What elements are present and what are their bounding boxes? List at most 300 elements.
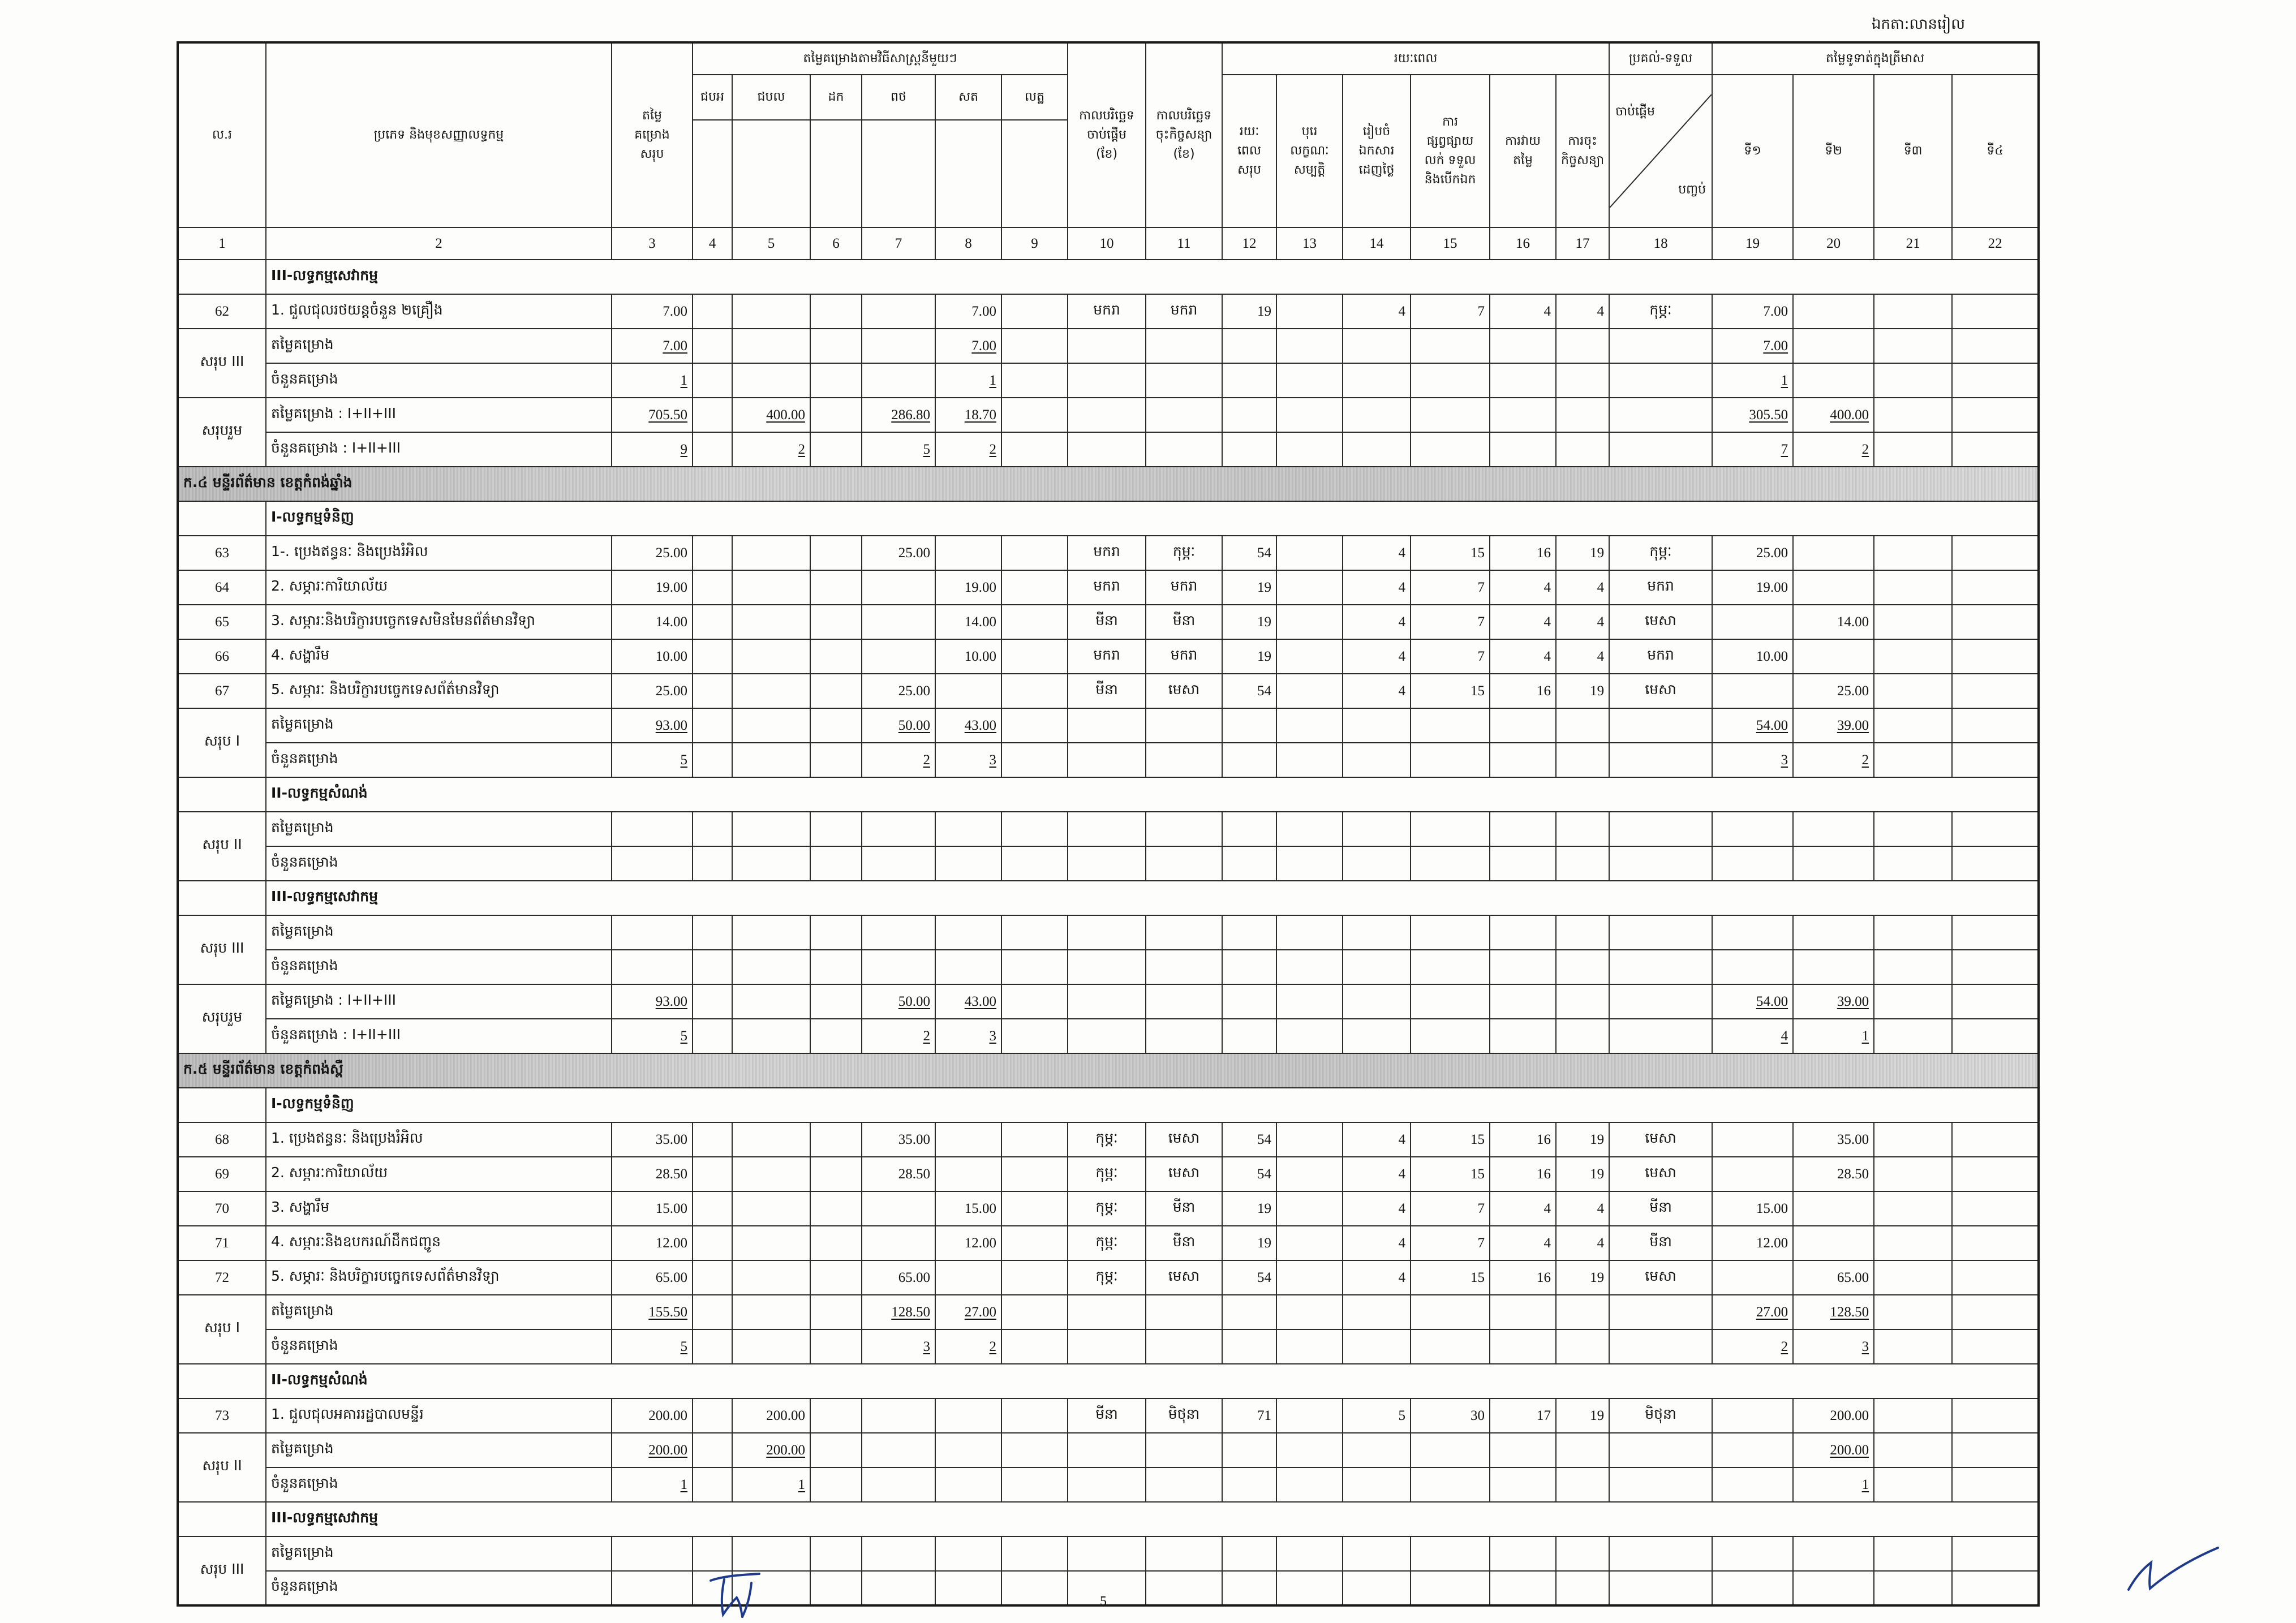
payment-q3-cell xyxy=(1874,536,1952,570)
duration-evaluation-cell xyxy=(1490,708,1556,743)
payment-q2-cell xyxy=(1793,1536,1874,1571)
method-dk-cell xyxy=(810,950,862,984)
payment-q1-cell xyxy=(1712,846,1793,881)
start-month-cell xyxy=(1068,915,1146,950)
row-number-cell xyxy=(178,260,266,294)
start-month-cell xyxy=(1068,812,1146,846)
duration-evaluation-cell xyxy=(1490,329,1556,363)
method-pth-cell xyxy=(862,363,935,398)
delivery-month-cell xyxy=(1609,432,1712,467)
method-st-cell xyxy=(935,536,1001,570)
method-ltth-cell xyxy=(1001,398,1068,432)
method-jba-cell xyxy=(693,1019,732,1053)
method-ltth-cell xyxy=(1001,812,1068,846)
duration-total-cell: 71 xyxy=(1222,1398,1276,1433)
method-ltth-cell xyxy=(1001,1157,1068,1191)
payment-q3-cell xyxy=(1874,812,1952,846)
method-jba-cell xyxy=(693,846,732,881)
method-dk-cell xyxy=(810,432,862,467)
column-number-14: 14 xyxy=(1343,227,1411,260)
duration-advertise-open-cell: 30 xyxy=(1411,1398,1490,1433)
method-jba-cell xyxy=(693,605,732,639)
header-payment-q1: ទី១ xyxy=(1712,75,1793,227)
duration-total-cell xyxy=(1222,1295,1276,1329)
method-st-cell xyxy=(935,1467,1001,1502)
procurement-type-cell: ចំនួនគម្រោង xyxy=(266,363,612,398)
method-ltth-cell xyxy=(1001,708,1068,743)
duration-advertise-open-cell xyxy=(1411,812,1490,846)
duration-bid-docs-cell xyxy=(1343,950,1411,984)
payment-q2-cell xyxy=(1793,536,1874,570)
method-ltth-cell xyxy=(1001,1122,1068,1157)
payment-q3-cell xyxy=(1874,1329,1952,1364)
duration-evaluation-cell: 16 xyxy=(1490,1122,1556,1157)
method-pth-cell xyxy=(862,605,935,639)
row-number-cell: 66 xyxy=(178,639,266,674)
method-st-cell: 14.00 xyxy=(935,605,1001,639)
payment-q1-cell: 54.00 xyxy=(1712,708,1793,743)
total-cost-cell xyxy=(612,1536,693,1571)
duration-contract-cell xyxy=(1556,398,1609,432)
total-row xyxy=(178,950,2039,984)
header-method-dk: ដក xyxy=(810,75,862,120)
section-title: III-លទ្ធកម្មសេវាកម្ម xyxy=(266,260,2039,294)
payment-q1-cell xyxy=(1712,1157,1793,1191)
duration-prequalification-cell xyxy=(1276,1467,1343,1502)
contract-month-cell: មីនា xyxy=(1146,605,1222,639)
method-jba-cell xyxy=(693,329,732,363)
duration-total-cell: 54 xyxy=(1222,1260,1276,1295)
payment-q4-cell xyxy=(1952,1536,2039,1571)
method-pth-cell xyxy=(862,1433,935,1467)
duration-contract-cell xyxy=(1556,1019,1609,1053)
total-group-label: សរុបរួម xyxy=(178,398,266,467)
payment-q3-cell xyxy=(1874,1191,1952,1226)
payment-q4-cell xyxy=(1952,570,2039,605)
duration-contract-cell: 4 xyxy=(1556,570,1609,605)
contract-month-cell: មេសា xyxy=(1146,1260,1222,1295)
duration-prequalification-cell xyxy=(1276,294,1343,329)
method-ltth-cell xyxy=(1001,329,1068,363)
procurement-type-cell: ចំនួនគម្រោង xyxy=(266,1467,612,1502)
start-month-cell: មករា xyxy=(1068,639,1146,674)
duration-advertise-open-cell xyxy=(1411,1433,1490,1467)
header-delivery-title: ប្រគល់-ទទួល xyxy=(1609,42,1712,75)
duration-total-cell xyxy=(1222,329,1276,363)
payment-q3-cell xyxy=(1874,1226,1952,1260)
payment-q3-cell xyxy=(1874,363,1952,398)
duration-bid-docs-cell xyxy=(1343,329,1411,363)
duration-bid-docs-cell: 4 xyxy=(1343,536,1411,570)
payment-q4-cell xyxy=(1952,1433,2039,1467)
method-jbl-cell: 1 xyxy=(732,1467,810,1502)
duration-total-cell xyxy=(1222,1536,1276,1571)
method-jba-cell xyxy=(693,639,732,674)
payment-q4-cell xyxy=(1952,846,2039,881)
payment-q1-cell xyxy=(1712,674,1793,708)
duration-contract-cell xyxy=(1556,1571,1609,1605)
method-st-cell xyxy=(935,846,1001,881)
item-row xyxy=(178,639,2039,674)
total-cost-cell xyxy=(612,812,693,846)
header-duration-bid-docs: រៀបចំ ឯកសារ ដេញថ្លៃ xyxy=(1343,75,1411,227)
start-month-cell: មីនា xyxy=(1068,605,1146,639)
duration-total-cell: 19 xyxy=(1222,570,1276,605)
duration-bid-docs-cell: 5 xyxy=(1343,1398,1411,1433)
method-pth-cell xyxy=(862,1536,935,1571)
duration-bid-docs-cell xyxy=(1343,363,1411,398)
duration-evaluation-cell xyxy=(1490,1329,1556,1364)
header-row-number: ល.រ xyxy=(178,42,266,227)
method-jba-cell xyxy=(693,1260,732,1295)
contract-month-cell xyxy=(1146,984,1222,1019)
payment-q4-cell xyxy=(1952,950,2039,984)
duration-prequalification-cell xyxy=(1276,1157,1343,1191)
payment-q4-cell xyxy=(1952,639,2039,674)
duration-advertise-open-cell xyxy=(1411,1536,1490,1571)
contract-month-cell xyxy=(1146,363,1222,398)
procurement-type-cell: តម្លៃគម្រោង : I+II+III xyxy=(266,398,612,432)
payment-q3-cell xyxy=(1874,398,1952,432)
total-cost-cell: 7.00 xyxy=(612,294,693,329)
section-title: II-លទ្ធកម្មសំណង់ xyxy=(266,777,2039,812)
delivery-month-cell xyxy=(1609,363,1712,398)
duration-bid-docs-cell xyxy=(1343,984,1411,1019)
contract-month-cell: មេសា xyxy=(1146,1157,1222,1191)
duration-contract-cell xyxy=(1556,1536,1609,1571)
duration-prequalification-cell xyxy=(1276,639,1343,674)
method-ltth-cell xyxy=(1001,605,1068,639)
method-ltth-cell xyxy=(1001,1571,1068,1605)
method-dk-cell xyxy=(810,1536,862,1571)
start-month-cell: កុម្ភៈ xyxy=(1068,1157,1146,1191)
duration-evaluation-cell: 4 xyxy=(1490,1226,1556,1260)
method-jbl-cell xyxy=(732,743,810,777)
payment-q4-cell xyxy=(1952,1398,2039,1433)
duration-advertise-open-cell: 15 xyxy=(1411,1260,1490,1295)
delivery-month-cell: កុម្ភៈ xyxy=(1609,294,1712,329)
duration-advertise-open-cell xyxy=(1411,743,1490,777)
duration-advertise-open-cell: 15 xyxy=(1411,1157,1490,1191)
procurement-type-cell: ចំនួនគម្រោង xyxy=(266,743,612,777)
total-cost-cell: 1 xyxy=(612,1467,693,1502)
duration-advertise-open-cell: 15 xyxy=(1411,1122,1490,1157)
payment-q4-cell xyxy=(1952,294,2039,329)
procurement-type-cell: ចំនួនគម្រោង : I+II+III xyxy=(266,432,612,467)
payment-q4-cell xyxy=(1952,398,2039,432)
duration-contract-cell xyxy=(1556,329,1609,363)
duration-prequalification-cell xyxy=(1276,536,1343,570)
payment-q3-cell xyxy=(1874,1260,1952,1295)
duration-evaluation-cell: 16 xyxy=(1490,1260,1556,1295)
duration-bid-docs-cell xyxy=(1343,743,1411,777)
method-jbl-cell: 200.00 xyxy=(732,1433,810,1467)
header-method-blank xyxy=(810,120,862,227)
total-cost-cell: 155.50 xyxy=(612,1295,693,1329)
header-payment-q4: ទី៤ xyxy=(1952,75,2039,227)
procurement-type-cell: តម្លៃគម្រោង xyxy=(266,329,612,363)
method-st-cell: 1 xyxy=(935,363,1001,398)
header-duration-title: រយៈពេល xyxy=(1222,42,1609,75)
method-dk-cell xyxy=(810,329,862,363)
duration-prequalification-cell xyxy=(1276,743,1343,777)
start-month-cell xyxy=(1068,984,1146,1019)
item-row xyxy=(178,1260,2039,1295)
payment-q3-cell xyxy=(1874,1536,1952,1571)
method-dk-cell xyxy=(810,1226,862,1260)
duration-evaluation-cell xyxy=(1490,984,1556,1019)
duration-contract-cell: 19 xyxy=(1556,1157,1609,1191)
method-jbl-cell xyxy=(732,915,810,950)
header-contract-date: កាលបរិច្ឆេទ ចុះកិច្ចសន្យា (ខែ) xyxy=(1146,42,1222,227)
duration-bid-docs-cell: 4 xyxy=(1343,674,1411,708)
duration-bid-docs-cell xyxy=(1343,1329,1411,1364)
column-number-1: 1 xyxy=(178,227,266,260)
payment-q3-cell xyxy=(1874,846,1952,881)
page-number: 5 xyxy=(1100,1594,1107,1609)
duration-contract-cell xyxy=(1556,1329,1609,1364)
method-ltth-cell xyxy=(1001,1019,1068,1053)
duration-bid-docs-cell xyxy=(1343,1295,1411,1329)
delivery-month-cell xyxy=(1609,1433,1712,1467)
column-number-22: 22 xyxy=(1952,227,2039,260)
payment-q2-cell xyxy=(1793,846,1874,881)
total-cost-cell: 14.00 xyxy=(612,605,693,639)
duration-contract-cell: 4 xyxy=(1556,605,1609,639)
duration-evaluation-cell: 16 xyxy=(1490,536,1556,570)
duration-total-cell xyxy=(1222,812,1276,846)
method-jba-cell xyxy=(693,398,732,432)
duration-contract-cell: 4 xyxy=(1556,1191,1609,1226)
start-month-cell xyxy=(1068,950,1146,984)
section-title: I-លទ្ធកម្មទំនិញ xyxy=(266,501,2039,536)
section-title: I-លទ្ធកម្មទំនិញ xyxy=(266,1088,2039,1122)
payment-q1-cell: 1 xyxy=(1712,363,1793,398)
total-row xyxy=(178,1536,2039,1571)
payment-q4-cell xyxy=(1952,363,2039,398)
row-number-cell xyxy=(178,881,266,915)
payment-q1-cell xyxy=(1712,1467,1793,1502)
total-row xyxy=(178,846,2039,881)
duration-advertise-open-cell xyxy=(1411,846,1490,881)
total-cost-cell: 9 xyxy=(612,432,693,467)
payment-q3-cell xyxy=(1874,570,1952,605)
method-pth-cell xyxy=(862,294,935,329)
total-row xyxy=(178,1019,2039,1053)
method-dk-cell xyxy=(810,363,862,398)
method-st-cell: 15.00 xyxy=(935,1191,1001,1226)
payment-q1-cell: 15.00 xyxy=(1712,1191,1793,1226)
column-number-21: 21 xyxy=(1874,227,1952,260)
row-number-cell: 69 xyxy=(178,1157,266,1191)
section-header-row xyxy=(178,260,2039,294)
payment-q3-cell xyxy=(1874,708,1952,743)
method-pth-cell: 2 xyxy=(862,743,935,777)
duration-contract-cell: 4 xyxy=(1556,1226,1609,1260)
payment-q3-cell xyxy=(1874,1467,1952,1502)
header-start-date: កាលបរិច្ឆេទ ចាប់ផ្ដើម (ខែ) xyxy=(1068,42,1146,227)
header-payment-title: តម្លៃទូទាត់ក្នុងត្រីមាស xyxy=(1712,42,2039,75)
method-jbl-cell xyxy=(732,1191,810,1226)
duration-advertise-open-cell: 7 xyxy=(1411,570,1490,605)
payment-q4-cell xyxy=(1952,708,2039,743)
method-jba-cell xyxy=(693,1122,732,1157)
method-pth-cell: 25.00 xyxy=(862,674,935,708)
duration-contract-cell xyxy=(1556,915,1609,950)
total-cost-cell: 65.00 xyxy=(612,1260,693,1295)
payment-q1-cell: 54.00 xyxy=(1712,984,1793,1019)
method-ltth-cell xyxy=(1001,1295,1068,1329)
header-total-cost: តម្លៃ គម្រោង សរុប xyxy=(612,42,693,227)
contract-month-cell: មករា xyxy=(1146,570,1222,605)
contract-month-cell: មេសា xyxy=(1146,674,1222,708)
duration-total-cell xyxy=(1222,846,1276,881)
delivery-month-cell xyxy=(1609,708,1712,743)
payment-q3-cell xyxy=(1874,1571,1952,1605)
method-st-cell xyxy=(935,950,1001,984)
column-number-16: 16 xyxy=(1490,227,1556,260)
procurement-type-cell: តម្លៃគម្រោង xyxy=(266,1295,612,1329)
duration-total-cell: 54 xyxy=(1222,1157,1276,1191)
method-ltth-cell xyxy=(1001,984,1068,1019)
duration-bid-docs-cell xyxy=(1343,915,1411,950)
delivery-month-cell xyxy=(1609,812,1712,846)
method-dk-cell xyxy=(810,536,862,570)
column-number-5: 5 xyxy=(732,227,810,260)
start-month-cell: មករា xyxy=(1068,536,1146,570)
method-jba-cell xyxy=(693,915,732,950)
total-row xyxy=(178,812,2039,846)
duration-evaluation-cell: 16 xyxy=(1490,674,1556,708)
method-jba-cell xyxy=(693,1329,732,1364)
method-ltth-cell xyxy=(1001,743,1068,777)
duration-advertise-open-cell xyxy=(1411,1467,1490,1502)
method-dk-cell xyxy=(810,1571,862,1605)
duration-evaluation-cell xyxy=(1490,1467,1556,1502)
item-row xyxy=(178,674,2039,708)
method-pth-cell: 25.00 xyxy=(862,536,935,570)
payment-q2-cell: 1 xyxy=(1793,1467,1874,1502)
procurement-type-cell: ចំនួនគម្រោង xyxy=(266,846,612,881)
delivery-month-cell: មីនា xyxy=(1609,1191,1712,1226)
column-number-9: 9 xyxy=(1001,227,1068,260)
duration-prequalification-cell xyxy=(1276,1571,1343,1605)
payment-q1-cell xyxy=(1712,1536,1793,1571)
payment-q2-cell xyxy=(1793,294,1874,329)
duration-prequalification-cell xyxy=(1276,674,1343,708)
duration-evaluation-cell: 4 xyxy=(1490,605,1556,639)
start-month-cell: មីនា xyxy=(1068,1398,1146,1433)
start-month-cell: កុម្ភៈ xyxy=(1068,1122,1146,1157)
duration-prequalification-cell xyxy=(1276,1295,1343,1329)
duration-evaluation-cell xyxy=(1490,398,1556,432)
duration-bid-docs-cell xyxy=(1343,812,1411,846)
row-number-cell: 67 xyxy=(178,674,266,708)
item-row xyxy=(178,1191,2039,1226)
contract-month-cell xyxy=(1146,846,1222,881)
header-method-pth: ពថ xyxy=(862,75,935,120)
method-pth-cell xyxy=(862,846,935,881)
item-row xyxy=(178,570,2039,605)
method-jbl-cell xyxy=(732,1295,810,1329)
payment-q2-cell: 28.50 xyxy=(1793,1157,1874,1191)
method-jba-cell xyxy=(693,1295,732,1329)
method-st-cell: 18.70 xyxy=(935,398,1001,432)
total-row xyxy=(178,329,2039,363)
method-pth-cell: 65.00 xyxy=(862,1260,935,1295)
header-method-jba: ជបអ xyxy=(693,75,732,120)
method-st-cell xyxy=(935,915,1001,950)
duration-evaluation-cell xyxy=(1490,1019,1556,1053)
row-number-cell: 63 xyxy=(178,536,266,570)
total-cost-cell: 12.00 xyxy=(612,1226,693,1260)
total-cost-cell xyxy=(612,915,693,950)
method-pth-cell xyxy=(862,639,935,674)
duration-evaluation-cell: 4 xyxy=(1490,1191,1556,1226)
method-pth-cell: 28.50 xyxy=(862,1157,935,1191)
method-ltth-cell xyxy=(1001,536,1068,570)
row-number-cell: 72 xyxy=(178,1260,266,1295)
method-pth-cell xyxy=(862,915,935,950)
payment-q2-cell xyxy=(1793,363,1874,398)
method-pth-cell xyxy=(862,1226,935,1260)
method-jbl-cell: 400.00 xyxy=(732,398,810,432)
payment-q2-cell xyxy=(1793,915,1874,950)
delivery-month-cell xyxy=(1609,329,1712,363)
method-st-cell: 7.00 xyxy=(935,294,1001,329)
payment-q2-cell xyxy=(1793,950,1874,984)
total-cost-cell: 200.00 xyxy=(612,1398,693,1433)
method-dk-cell xyxy=(810,1398,862,1433)
method-dk-cell xyxy=(810,674,862,708)
payment-q1-cell xyxy=(1712,1433,1793,1467)
method-st-cell: 3 xyxy=(935,1019,1001,1053)
method-ltth-cell xyxy=(1001,432,1068,467)
total-cost-cell: 10.00 xyxy=(612,639,693,674)
method-dk-cell xyxy=(810,294,862,329)
payment-q2-cell: 400.00 xyxy=(1793,398,1874,432)
duration-total-cell xyxy=(1222,1467,1276,1502)
payment-q1-cell: 2 xyxy=(1712,1329,1793,1364)
duration-evaluation-cell: 4 xyxy=(1490,294,1556,329)
payment-q2-cell xyxy=(1793,570,1874,605)
method-jbl-cell xyxy=(732,639,810,674)
header-delivery-start-end xyxy=(1609,75,1712,227)
header-payment-q3: ទី៣ xyxy=(1874,75,1952,227)
duration-total-cell: 54 xyxy=(1222,674,1276,708)
duration-total-cell: 19 xyxy=(1222,605,1276,639)
procurement-type-cell: 1-. ប្រេងឥន្ធនៈ និងប្រេងរំអិល xyxy=(266,536,612,570)
method-jba-cell xyxy=(693,1536,732,1571)
contract-month-cell: មីនា xyxy=(1146,1191,1222,1226)
duration-total-cell xyxy=(1222,708,1276,743)
duration-bid-docs-cell: 4 xyxy=(1343,605,1411,639)
duration-advertise-open-cell xyxy=(1411,363,1490,398)
duration-contract-cell xyxy=(1556,984,1609,1019)
payment-q4-cell xyxy=(1952,1295,2039,1329)
header-method-blank xyxy=(862,120,935,227)
duration-contract-cell xyxy=(1556,1295,1609,1329)
method-dk-cell xyxy=(810,1467,862,1502)
duration-contract-cell xyxy=(1556,363,1609,398)
duration-advertise-open-cell: 15 xyxy=(1411,536,1490,570)
method-st-cell xyxy=(935,1157,1001,1191)
payment-q3-cell xyxy=(1874,1295,1952,1329)
start-month-cell xyxy=(1068,1536,1146,1571)
duration-contract-cell xyxy=(1556,812,1609,846)
method-pth-cell xyxy=(862,1571,935,1605)
payment-q3-cell xyxy=(1874,605,1952,639)
